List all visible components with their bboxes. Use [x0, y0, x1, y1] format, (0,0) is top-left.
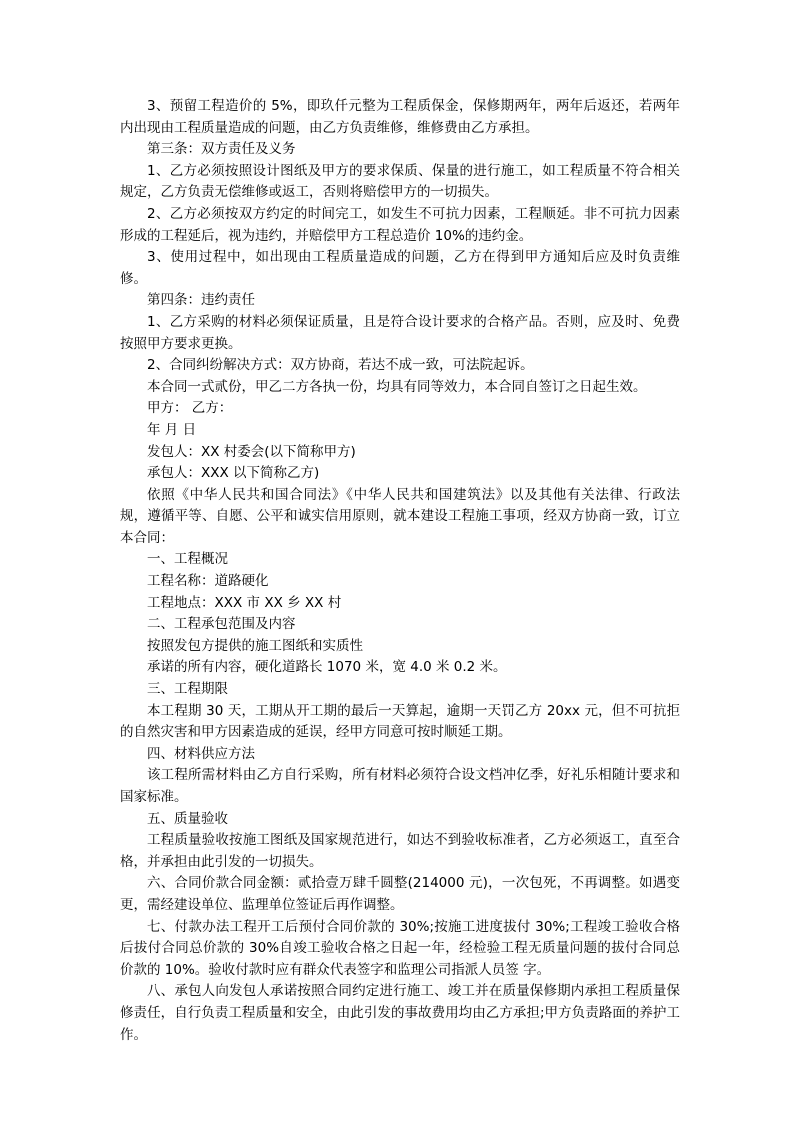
paragraph: 3、预留工程造价的 5%，即玖仟元整为工程质保金，保修期两年，两年后返还，若两年内出现由工程质量造成的问题，由乙方负责维修，维修费由乙方承担。: [120, 98, 680, 136]
paragraph: 五、质量验收: [147, 810, 228, 827]
paragraph: 承诺的所有内容，硬化道路长 1070 米，宽 4.0 米 0.2 米。: [147, 659, 507, 676]
paragraph: 该工程所需材料由乙方自行采购，所有材料必须符合设文档冲亿季，好礼乐相随计要求和国家标准。: [120, 767, 680, 805]
paragraph: 六、合同价款合同金额：贰拾壹万肆千圆整(214000 元)，一次包死，不再调整。如遇变更，需经建设单位、监理单位签证后再作调整。: [120, 875, 680, 913]
paragraph: 1、乙方采购的材料必须保证质量，且是符合设计要求的合格产品。否则，应及时、免费按照甲方要求更换。: [120, 313, 680, 352]
paragraph: 年 月 日: [147, 421, 197, 438]
paragraph: 3、使用过程中，如出现由工程质量造成的问题，乙方在得到甲方通知后应及时负责维修。: [120, 249, 680, 287]
paragraph: 一、工程概况: [147, 551, 228, 568]
paragraph: 四、材料供应方法: [147, 745, 255, 762]
paragraph: 发包人：XX 村委会(以下简称甲方): [147, 443, 356, 460]
paragraph: 按照发包方提供的施工图纸和实质性: [147, 637, 363, 654]
paragraph: 本工程期 30 天，工期从开工期的最后一天算起，逾期一天罚乙方 20xx 元，但不可抗拒的自然灾害和甲方因素造成的延误，经甲方同意可按时顺延工期。: [120, 702, 680, 741]
paragraph: 第三条：双方责任及义务: [147, 141, 296, 158]
paragraph: 2、合同纠纷解决方式：双方协商，若达不成一致，可法院起诉。: [147, 357, 534, 374]
paragraph: 工程质量验收按施工图纸及国家规范进行，如达不到验收标准者，乙方必须返工，直至合格，并承担由此引发的一切损失。: [120, 832, 680, 870]
paragraph: 三、工程期限: [147, 681, 228, 698]
paragraph: 工程地点：XXX 市 XX 乡 XX 村: [147, 594, 342, 611]
paragraph: 承包人：XXX 以下简称乙方): [147, 465, 320, 482]
paragraph: 1、乙方必须按照设计图纸及甲方的要求保质、保量的进行施工，如工程质量不符合相关规定，乙方负责无偿维修或返工，否则将赔偿甲方的一切损失。: [120, 162, 680, 201]
document-body: [120, 96, 680, 1046]
paragraph: 本合同一式贰份，甲乙二方各执一份，均具有同等效力，本合同自签订之日起生效。: [147, 378, 647, 395]
paragraph: 七、付款办法工程开工后预付合同价款的 30%;按施工进度拔付 30%;工程竣工验收合格后拔付合同总价款的 30%自竣工验收合格之日起一年，经检验工程无质量问题的拔付合同总价款的 10%。验收付款时应有群众代表签字和监理公司指派人员签 字。: [120, 918, 680, 978]
paragraph: 依照《中华人民共和国合同法》《中华人民共和国建筑法》以及其他有关法律、行政法规，遵循平等、自愿、公平和诚实信用原则，就本建设工程施工事项，经双方协商一致，订立本合同：: [120, 486, 680, 546]
paragraph: 八、承包人向发包人承诺按照合同约定进行施工、竣工并在质量保修期内承担工程质量保修责任，自行负责工程质量和安全，由此引发的事故费用均由乙方承担;甲方负责路面的养护工作。: [120, 983, 680, 1043]
paragraph: 第四条：违约责任: [147, 292, 255, 309]
paragraph: 甲方： 乙方：: [147, 400, 233, 417]
paragraph: 2、乙方必须按双方约定的时间完工，如发生不可抗力因素，工程顺延。非不可抗力因素形成的工程延后，视为违约，并赔偿甲方工程总造价 10%的违约金。: [120, 205, 680, 244]
paragraph: 二、工程承包范围及内容: [147, 616, 296, 633]
paragraph: 工程名称：道路硬化: [147, 573, 269, 590]
